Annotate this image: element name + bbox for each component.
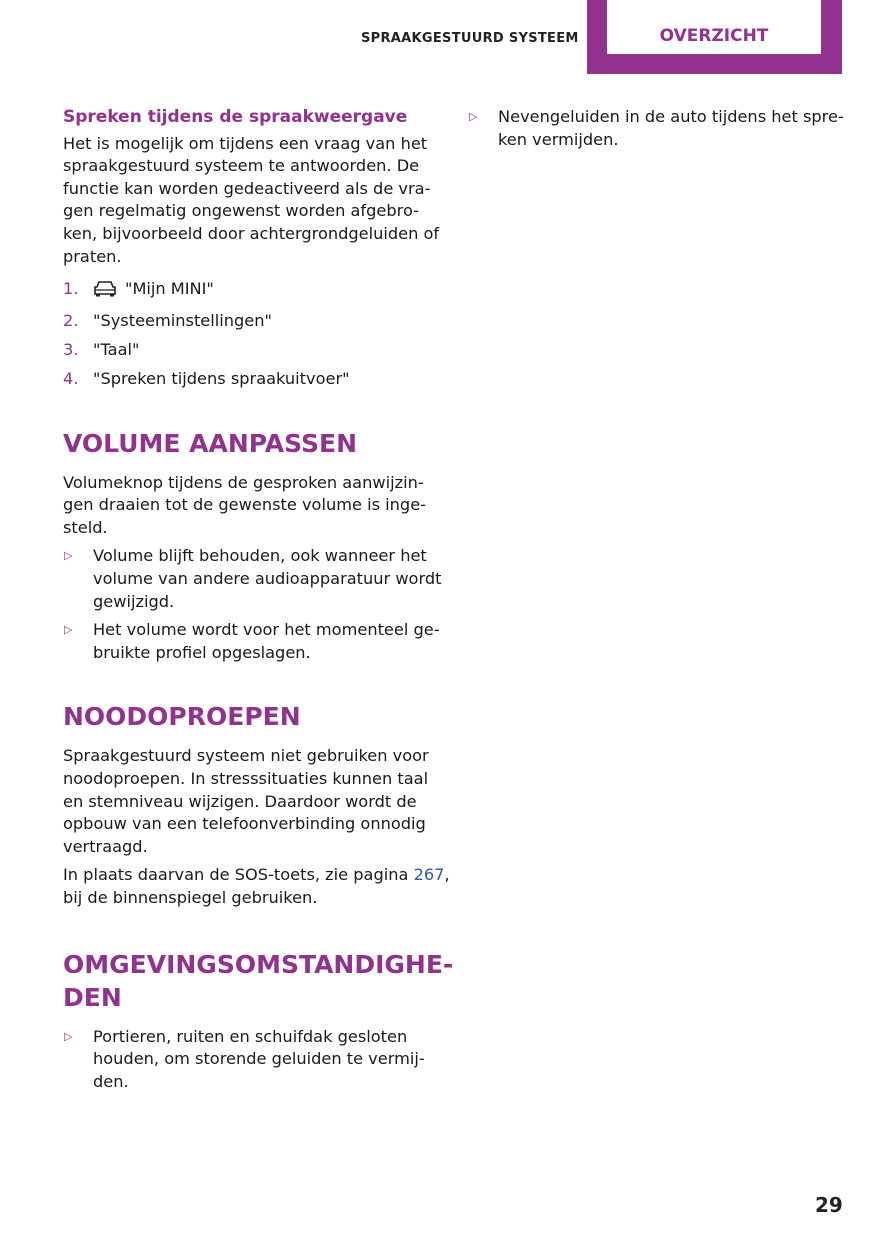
subheading: Spreken tijdens de spraakweergave (63, 107, 408, 127)
heading-line: OMGEVINGSOMSTANDIGHE- (63, 949, 454, 979)
text-line: noodoproepen. In stresssituaties kunnen taal (63, 769, 429, 789)
step-number: 4. (63, 369, 79, 389)
text-line: ken, bijvoorbeeld door achtergrondgeluiden of (63, 223, 440, 243)
chapter-tab-label: OVERZICHT (659, 26, 769, 46)
text-line: houden, om storende geluiden te vermij- (93, 1049, 425, 1069)
text-line: ken vermijden. (498, 129, 619, 149)
triangle-bullet-icon: ▷ (469, 110, 478, 123)
text-line: gen regelmatig ongewenst worden afgebro- (63, 201, 419, 221)
text-line (63, 864, 450, 887)
text-line: opbouw van een telefoonverbinding onnodig (63, 814, 426, 834)
step-item (63, 278, 443, 304)
bullet-item (468, 106, 848, 151)
step-number: 3. (63, 340, 79, 360)
left-column (63, 106, 454, 1099)
text-line: Volume blijft behouden, ook wanneer het (93, 546, 427, 566)
text: , (444, 865, 450, 885)
paragraph (63, 133, 443, 269)
text-line: Volumeknop tijdens de gesproken aanwijzin- (63, 472, 424, 492)
step-item (63, 339, 443, 362)
text-line: functie kan worden gedeactiveerd als de vra- (63, 178, 431, 198)
page-number: 29 (815, 1193, 843, 1217)
step-item (63, 368, 443, 391)
text-line: Nevengeluiden in de auto tijdens het spre- (498, 107, 844, 126)
step-text: "Systeeminstellingen" (93, 311, 272, 331)
text-line: gen draaien tot de gewenste volume is inge- (63, 495, 426, 515)
text-line: vertraagd. (63, 836, 148, 856)
chapter-tab (587, 0, 842, 74)
step-text: "Taal" (93, 340, 140, 360)
bullet-item (63, 1026, 443, 1094)
bullet-item (63, 545, 443, 613)
paragraph (63, 472, 443, 540)
triangle-bullet-icon: ▷ (64, 1029, 73, 1043)
step-number: 1. (63, 279, 79, 299)
heading-omgevingsomstandigheden (63, 948, 454, 1014)
text-line: Spraakgestuurd systeem niet gebruiken voor (63, 746, 429, 766)
text-line: Het is mogelijk om tijdens een vraag van het (63, 133, 428, 153)
text-line: Portieren, ruiten en schuifdak gesloten (93, 1026, 408, 1046)
text-line: en stemniveau wijzigen. Daardoor wordt de (63, 791, 417, 811)
steps-list (63, 278, 443, 391)
text-line: praten. (63, 246, 122, 266)
step-number: 2. (63, 311, 79, 331)
step-item (63, 310, 443, 333)
text: In plaats daarvan de SOS-toets, zie pagina (63, 865, 414, 885)
text-line: gewijzigd. (93, 591, 175, 611)
heading-noodoproepen: NOODOPROEPEN (63, 702, 301, 732)
paragraph (63, 864, 450, 909)
step-text: "Spreken tijdens spraakuitvoer" (93, 369, 350, 389)
right-column (468, 106, 848, 157)
page-link[interactable]: 267 (413, 865, 445, 885)
text-line: bruikte profiel opgeslagen. (93, 642, 311, 662)
step-text: "Mijn MINI" (125, 279, 214, 299)
triangle-bullet-icon: ▷ (64, 623, 73, 637)
text-line: den. (93, 1071, 129, 1091)
text-line: steld. (63, 517, 108, 537)
section-header: SPRAAKGESTUURD SYSTEEM (361, 31, 579, 46)
paragraph (63, 745, 443, 858)
text-line: bij de binnenspiegel gebruiken. (63, 888, 318, 908)
text-line: volume van andere audioapparatuur wordt (93, 569, 442, 589)
text-line: Het volume wordt voor het momenteel ge- (93, 620, 440, 640)
heading-volume: VOLUME AANPASSEN (63, 428, 358, 458)
heading-line: DEN (63, 982, 122, 1012)
text-line: spraakgestuurd systeem te antwoorden. De (63, 156, 420, 176)
triangle-bullet-icon: ▷ (64, 549, 73, 563)
bullet-item (63, 619, 443, 664)
car-icon (93, 279, 117, 304)
